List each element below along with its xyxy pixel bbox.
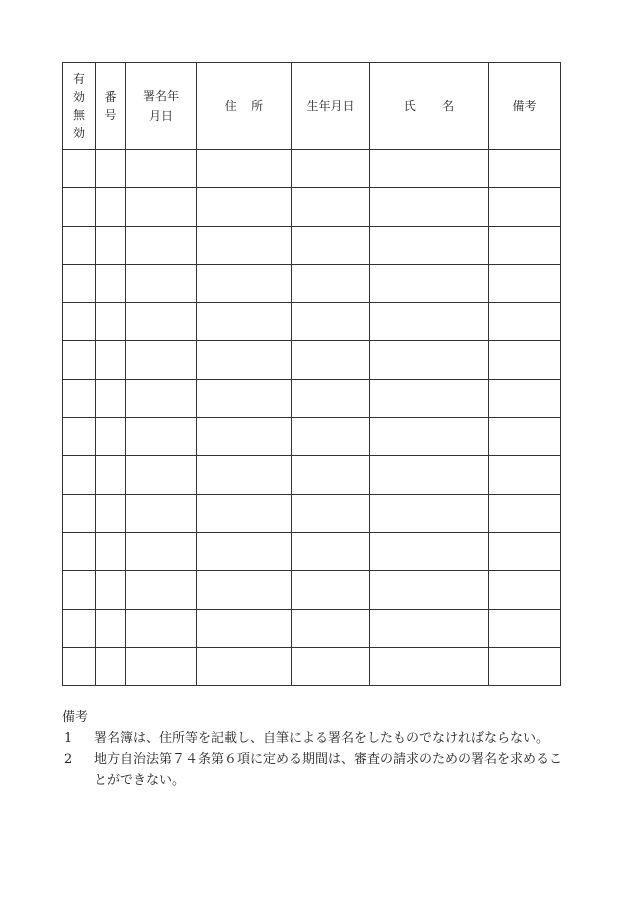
cell-signature-date[interactable] (126, 647, 197, 685)
table-row (63, 150, 561, 188)
cell-address[interactable] (197, 341, 292, 379)
cell-address[interactable] (197, 303, 292, 341)
header-number: 番号 (96, 63, 126, 150)
table-row (63, 647, 561, 685)
cell-number[interactable] (96, 571, 126, 609)
cell-signature-date[interactable] (126, 150, 197, 188)
cell-number[interactable] (96, 647, 126, 685)
cell-birthdate[interactable] (292, 456, 370, 494)
cell-name[interactable] (370, 341, 489, 379)
table-row (63, 379, 561, 417)
cell-validity[interactable] (63, 303, 96, 341)
cell-address[interactable] (197, 647, 292, 685)
cell-number[interactable] (96, 303, 126, 341)
cell-address[interactable] (197, 150, 292, 188)
cell-name[interactable] (370, 456, 489, 494)
cell-birthdate[interactable] (292, 226, 370, 264)
header-signature-date: 署名年月日 (126, 63, 197, 150)
cell-name[interactable] (370, 609, 489, 647)
cell-remarks[interactable] (489, 494, 561, 532)
cell-signature-date[interactable] (126, 303, 197, 341)
cell-signature-date[interactable] (126, 341, 197, 379)
header-row (63, 63, 561, 150)
cell-validity[interactable] (63, 571, 96, 609)
cell-signature-date[interactable] (126, 532, 197, 570)
table-row (63, 188, 561, 226)
cell-birthdate[interactable] (292, 303, 370, 341)
cell-name[interactable] (370, 226, 489, 264)
cell-address[interactable] (197, 571, 292, 609)
cell-remarks[interactable] (489, 188, 561, 226)
cell-name[interactable] (370, 188, 489, 226)
table-row (63, 264, 561, 302)
cell-address[interactable] (197, 379, 292, 417)
cell-signature-date[interactable] (126, 226, 197, 264)
cell-number[interactable] (96, 188, 126, 226)
remarks-section (62, 707, 574, 791)
cell-birthdate[interactable] (292, 532, 370, 570)
header-name: 氏名 (370, 63, 489, 150)
cell-name[interactable] (370, 532, 489, 570)
cell-birthdate[interactable] (292, 188, 370, 226)
cell-remarks[interactable] (489, 571, 561, 609)
table-row (63, 571, 561, 609)
cell-birthdate[interactable] (292, 379, 370, 417)
cell-birthdate[interactable] (292, 609, 370, 647)
cell-remarks[interactable] (489, 303, 561, 341)
remarks-item-text: 地方自治法第７４条第６項に定める期間は、審査の請求のための署名を求めることができない。 (94, 752, 563, 788)
cell-address[interactable] (197, 264, 292, 302)
remarks-item (62, 749, 574, 791)
cell-address[interactable] (197, 226, 292, 264)
cell-name[interactable] (370, 264, 489, 302)
cell-birthdate[interactable] (292, 571, 370, 609)
cell-remarks[interactable] (489, 226, 561, 264)
cell-address[interactable] (197, 494, 292, 532)
cell-number[interactable] (96, 494, 126, 532)
cell-validity[interactable] (63, 226, 96, 264)
cell-signature-date[interactable] (126, 456, 197, 494)
cell-number[interactable] (96, 532, 126, 570)
cell-birthdate[interactable] (292, 264, 370, 302)
cell-signature-date[interactable] (126, 188, 197, 226)
cell-signature-date[interactable] (126, 264, 197, 302)
cell-name[interactable] (370, 303, 489, 341)
cell-validity[interactable] (63, 647, 96, 685)
remarks-item-number: 1 (64, 731, 73, 746)
cell-address[interactable] (197, 532, 292, 570)
cell-name[interactable] (370, 379, 489, 417)
cell-number[interactable] (96, 264, 126, 302)
table-row (63, 456, 561, 494)
remarks-item-text: 署名簿は、住所等を記載し、自筆による署名をしたものでなければならない。 (94, 731, 550, 746)
cell-remarks[interactable] (489, 609, 561, 647)
cell-birthdate[interactable] (292, 341, 370, 379)
cell-name[interactable] (370, 418, 489, 456)
roster-body (63, 150, 561, 686)
header-birthdate: 生年月日 (292, 63, 370, 150)
header-address: 住所 (197, 63, 292, 150)
cell-name[interactable] (370, 571, 489, 609)
cell-validity[interactable] (63, 532, 96, 570)
cell-birthdate[interactable] (292, 150, 370, 188)
cell-birthdate[interactable] (292, 418, 370, 456)
cell-remarks[interactable] (489, 532, 561, 570)
cell-number[interactable] (96, 150, 126, 188)
cell-validity[interactable] (63, 456, 96, 494)
cell-address[interactable] (197, 609, 292, 647)
cell-signature-date[interactable] (126, 494, 197, 532)
table-row (63, 303, 561, 341)
cell-address[interactable] (197, 418, 292, 456)
cell-address[interactable] (197, 188, 292, 226)
table-row (63, 226, 561, 264)
cell-number[interactable] (96, 418, 126, 456)
cell-name[interactable] (370, 150, 489, 188)
table-row (63, 341, 561, 379)
cell-birthdate[interactable] (292, 647, 370, 685)
cell-validity[interactable] (63, 341, 96, 379)
cell-number[interactable] (96, 456, 126, 494)
cell-birthdate[interactable] (292, 494, 370, 532)
cell-validity[interactable] (63, 150, 96, 188)
cell-signature-date[interactable] (126, 571, 197, 609)
cell-number[interactable] (96, 341, 126, 379)
cell-validity[interactable] (63, 609, 96, 647)
cell-remarks[interactable] (489, 379, 561, 417)
cell-signature-date[interactable] (126, 379, 197, 417)
table-row (63, 418, 561, 456)
remarks-item (62, 728, 574, 749)
cell-remarks[interactable] (489, 264, 561, 302)
cell-name[interactable] (370, 494, 489, 532)
cell-signature-date[interactable] (126, 418, 197, 456)
remarks-title: 備考 (62, 710, 89, 725)
cell-remarks[interactable] (489, 456, 561, 494)
remarks-item-number: 2 (64, 752, 73, 767)
remarks-list (62, 728, 574, 791)
header-validity: 有効無効 (63, 63, 96, 150)
cell-name[interactable] (370, 647, 489, 685)
cell-remarks[interactable] (489, 150, 561, 188)
cell-number[interactable] (96, 379, 126, 417)
table-row (63, 494, 561, 532)
cell-remarks[interactable] (489, 341, 561, 379)
cell-remarks[interactable] (489, 418, 561, 456)
cell-remarks[interactable] (489, 647, 561, 685)
cell-validity[interactable] (63, 379, 96, 417)
table-row (63, 609, 561, 647)
cell-validity[interactable] (63, 494, 96, 532)
table-row (63, 532, 561, 570)
signature-roster-table (62, 62, 561, 686)
cell-signature-date[interactable] (126, 609, 197, 647)
cell-number[interactable] (96, 226, 126, 264)
cell-validity[interactable] (63, 418, 96, 456)
cell-number[interactable] (96, 609, 126, 647)
header-remarks: 備考 (489, 63, 561, 150)
cell-validity[interactable] (63, 264, 96, 302)
cell-validity[interactable] (63, 188, 96, 226)
cell-address[interactable] (197, 456, 292, 494)
